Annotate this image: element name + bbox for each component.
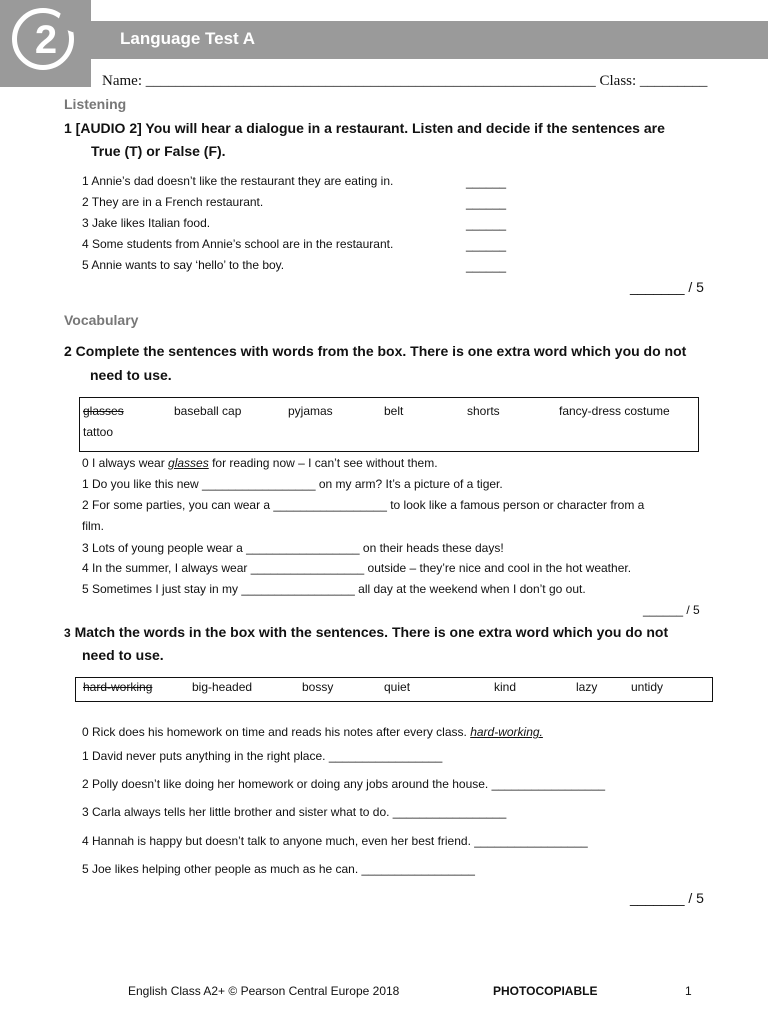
listening-answer-blank-2: ______ xyxy=(466,196,507,210)
section-title-listening: Listening xyxy=(64,96,127,112)
task-2-instruction-line1: 2 Complete the sentences with words from the box. There is one extra word which you do not xyxy=(64,343,687,359)
listening-item-2: 2 They are in a French restaurant. xyxy=(82,195,264,209)
word-box-item: bossy xyxy=(302,680,334,694)
matching-score: _______ / 5 xyxy=(630,890,704,906)
footer-copyright: English Class A2+ © Pearson Central Europe 2018 xyxy=(128,984,400,998)
word-box-item: shorts xyxy=(467,404,500,418)
listening-item-3: 3 Jake likes Italian food. xyxy=(82,216,211,230)
task-1-instruction-line2: True (T) or False (F). xyxy=(91,143,226,159)
listening-item-4: 4 Some students from Annie’s school are in the restaurant. xyxy=(82,237,394,251)
vocabulary-example: 0 I always wear glasses for reading now – I can’t see without them. xyxy=(82,456,438,470)
page-title: Language Test A xyxy=(120,29,256,48)
matching-item-4: 4 Hannah is happy but doesn’t talk to anyone much, even her best friend. _________________ xyxy=(82,834,588,848)
listening-item-5: 5 Annie wants to say ‘hello’ to the boy. xyxy=(82,258,285,272)
unit-number: 2 xyxy=(34,18,58,62)
vocabulary-item-5: 5 Sometimes I just stay in my _________________ all day at the weekend when I don’t go out. xyxy=(82,582,586,596)
word-box-item: quiet xyxy=(384,680,411,694)
unit-badge xyxy=(0,0,91,87)
matching-item-3: 3 Carla always tells her little brother and sister what to do. _________________ xyxy=(82,805,507,819)
listening-answer-blank-3: ______ xyxy=(466,217,507,231)
listening-item-1: 1 Annie’s dad doesn’t like the restaurant they are eating in. xyxy=(82,174,394,188)
listening-answer-blank-5: ______ xyxy=(466,259,507,273)
section-title-vocabulary: Vocabulary xyxy=(64,312,139,328)
example-answer: hard-working. xyxy=(470,725,543,739)
vocabulary-score: ______ / 5 xyxy=(643,603,700,617)
word-box-item: big-headed xyxy=(192,680,253,694)
task-3-number: 3 xyxy=(64,626,71,640)
listening-answer-blank-4: ______ xyxy=(466,238,507,252)
word-box-item: untidy xyxy=(631,680,664,694)
word-box-item: pyjamas xyxy=(288,404,333,418)
task-3-instruction-line1: 3 Match the words in the box with the sentences. There is one extra word which you do not xyxy=(64,624,669,640)
word-box-vocabulary xyxy=(79,397,699,452)
task-1-instruction-line1: 1 [AUDIO 2] You will hear a dialogue in a restaurant. Listen and decide if the sentences are xyxy=(64,120,665,136)
title-bar xyxy=(91,21,768,59)
word-box-item: glasses xyxy=(83,404,124,418)
listening-score: _______ / 5 xyxy=(630,279,704,295)
matching-item-1: 1 David never puts anything in the right place. _________________ xyxy=(82,749,443,763)
matching-item-5: 5 Joe likes helping other people as much as he can. _________________ xyxy=(82,862,475,876)
vocabulary-item-1: 1 Do you like this new _________________ on my arm? It’s a picture of a tiger. xyxy=(82,477,503,491)
example-answer: glasses xyxy=(168,456,209,470)
word-box-item: tattoo xyxy=(83,425,114,439)
vocabulary-item-3: 3 Lots of young people wear a _________________ on their heads these days! xyxy=(82,541,504,555)
task-3-instruction-line2: need to use. xyxy=(82,647,164,663)
footer-photocopiable: PHOTOCOPIABLE xyxy=(493,984,598,998)
task-2-instruction-line2: need to use. xyxy=(90,367,172,383)
vocabulary-item-2-continued: film. xyxy=(82,519,104,533)
listening-answer-blank-1: ______ xyxy=(466,175,507,189)
name-class-line: Name: ____________________________________________________________ Class: _________ xyxy=(102,73,708,89)
word-box-item: belt xyxy=(384,404,404,418)
word-box-item: lazy xyxy=(576,680,598,694)
vocabulary-item-2: 2 For some parties, you can wear a _________________ to look like a famous person or character from a xyxy=(82,498,645,512)
matching-item-2: 2 Polly doesn’t like doing her homework or doing any jobs around the house. _________________ xyxy=(82,777,606,791)
word-box-item: baseball cap xyxy=(174,404,242,418)
word-box-adjectives xyxy=(75,677,713,702)
page-number: 1 xyxy=(685,984,692,998)
word-box-item: hard-working xyxy=(83,680,153,694)
word-box-item: fancy-dress costume xyxy=(559,404,670,418)
matching-example: 0 Rick does his homework on time and reads his notes after every class. hard-working. xyxy=(82,725,543,739)
word-box-item: kind xyxy=(494,680,517,694)
vocabulary-item-4: 4 In the summer, I always wear _________________ outside – they’re nice and cool in the hot weather. xyxy=(82,561,632,575)
